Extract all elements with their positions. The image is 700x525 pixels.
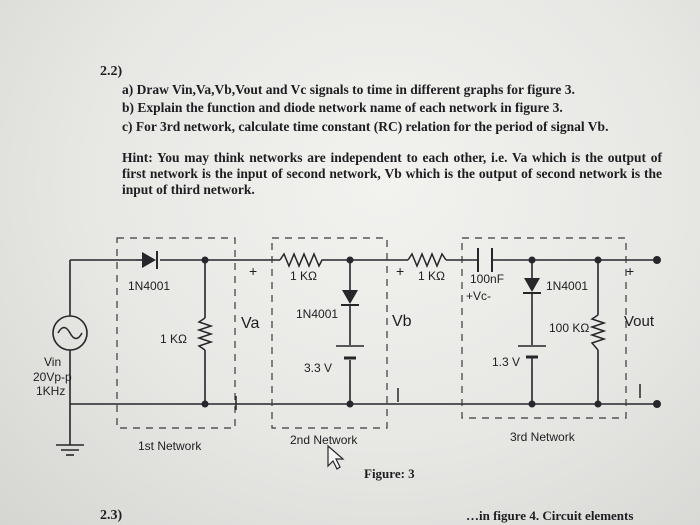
resistor-4-icon	[592, 315, 604, 350]
capacitor-icon	[478, 248, 492, 272]
resistor-1-icon	[199, 318, 211, 350]
resistor-2-label: 1 KΩ	[290, 269, 317, 283]
vb-label: Vb	[392, 313, 412, 330]
question-c: c) For 3rd network, calculate time constant (RC) relation for the period of signal Vb.	[122, 119, 609, 134]
question-a: a) Draw Vin,Va,Vb,Vout and Vc signals to time in different graphs for figure 3.	[122, 82, 575, 97]
va-label: Va	[241, 315, 260, 332]
source-name-label: Vin	[44, 355, 62, 369]
network-2-label: 2nd Network	[290, 433, 358, 447]
vc-label: +Vc-	[466, 289, 492, 303]
resistor-3-icon	[408, 254, 446, 266]
network-1-label: 1st Network	[138, 439, 202, 453]
figure-caption: Figure: 3	[364, 466, 415, 481]
diode-3-label: 1N4001	[546, 279, 589, 293]
source-amplitude-label: 20Vp-p	[33, 370, 72, 384]
battery-3-icon	[518, 346, 546, 357]
battery-2-icon	[336, 346, 364, 358]
hint-label: Hint:	[122, 150, 153, 165]
section-number-2-2: 2.2)	[100, 64, 123, 79]
network-3-box	[462, 238, 626, 418]
diode-3-icon	[523, 278, 541, 293]
bottom-partial-text: …in figure 4. Circuit elements	[466, 508, 634, 523]
diode-2-icon	[341, 290, 359, 305]
resistor-3-label: 1 KΩ	[418, 269, 445, 283]
network-3-label: 3rd Network	[510, 430, 575, 444]
vout-plus-sign: +	[626, 263, 635, 279]
diode-1-label: 1N4001	[128, 279, 171, 293]
hint-text: You may think networks are independent to each other, i.e. Va which is the output of first network is the input of second network, Vb which is the output of second network is the input of third network.	[122, 150, 662, 197]
resistor-4-label: 100 KΩ	[549, 321, 590, 335]
capacitor-label: 100nF	[470, 272, 505, 286]
diode-1-icon	[136, 251, 157, 269]
battery-3-label: 1.3 V	[492, 355, 521, 369]
diode-2-label: 1N4001	[296, 307, 339, 321]
va-plus-sign: +	[249, 263, 258, 279]
vout-label: Vout	[624, 313, 655, 330]
battery-2-label: 3.3 V	[304, 361, 333, 375]
mouse-cursor-icon	[328, 446, 343, 469]
resistor-2-icon	[280, 254, 326, 266]
question-b: b) Explain the function and diode network name of each network in figure 3.	[122, 100, 563, 115]
source-frequency-label: 1KHz	[36, 384, 66, 398]
resistor-1-label: 1 KΩ	[160, 332, 187, 346]
vb-plus-sign: +	[396, 263, 405, 279]
section-number-2-3: 2.3)	[100, 508, 123, 523]
